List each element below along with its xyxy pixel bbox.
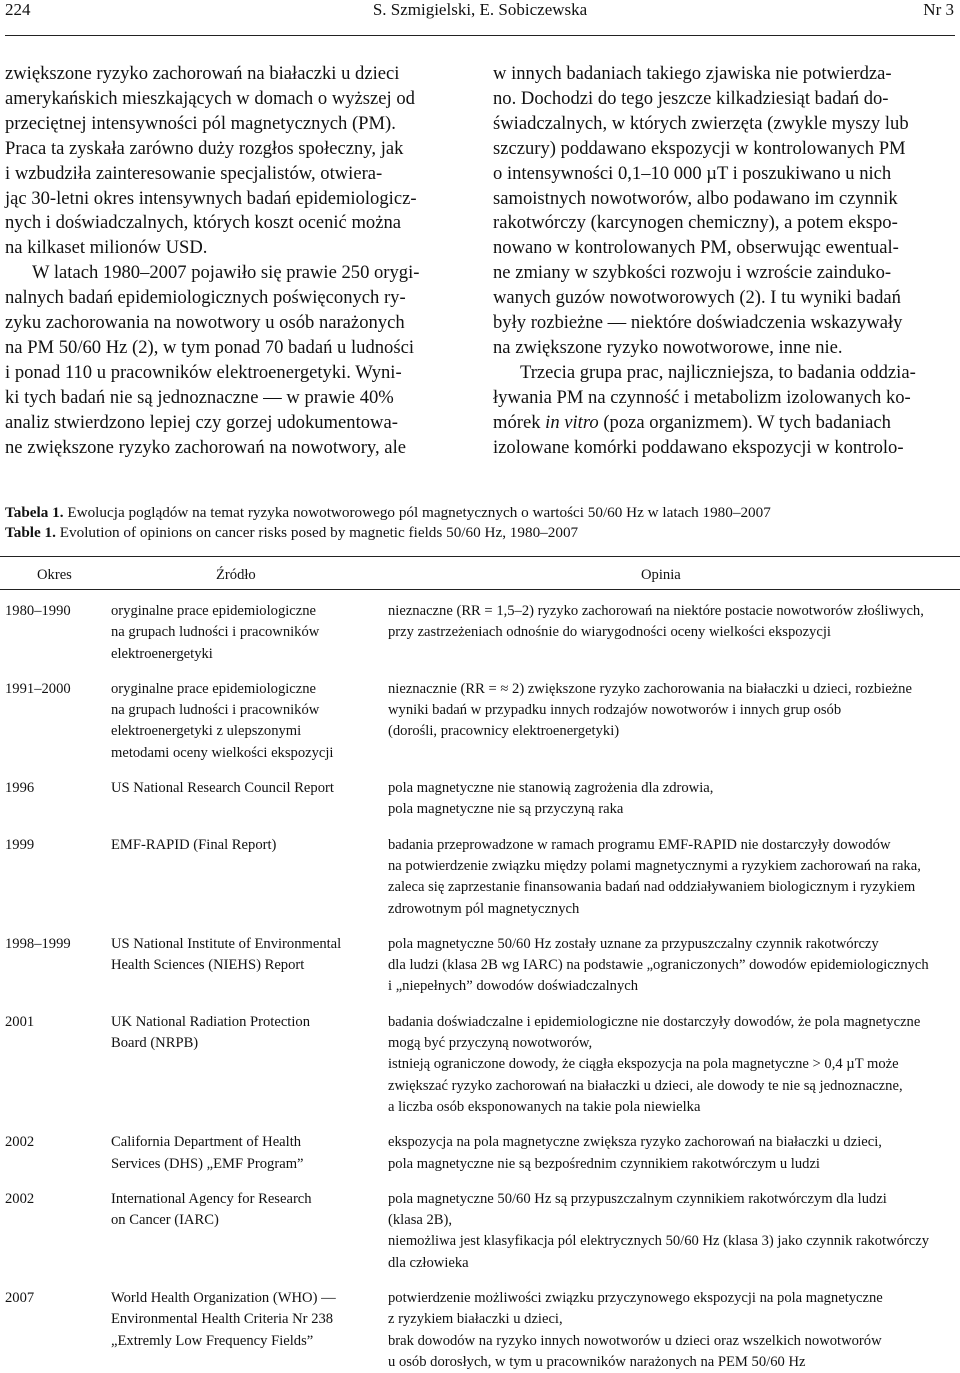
text-line: na zwiększone ryzyko nowotworowe, inne nie. (493, 336, 843, 358)
cell-line: na grupach ludności i pracowników (111, 624, 320, 641)
text-line: nych i doświadczalnych, których koszt ocenić można (5, 212, 402, 234)
paragraph (493, 62, 956, 361)
text-line: w innych badaniach takiego zjawiska nie potwierdza- (493, 63, 892, 84)
cell-line: UK National Radiation Protection (111, 1013, 311, 1030)
cell-line: oryginalne prace epidemiologiczne (111, 680, 317, 697)
cell-okres: 1996 (5, 780, 35, 797)
cell-okres: 1980–1990 (5, 603, 71, 619)
table-row (0, 1288, 960, 1373)
row-spacer (0, 998, 960, 1012)
cell-line: pola magnetyczne nie stanowią zagrożenia dla zdrowia, (388, 780, 714, 797)
cell-opinia (386, 679, 960, 764)
cell-line: pola magnetyczne nie są przyczyną raka (388, 801, 624, 818)
cell-line: mogą być przyczyną nowotworów, (388, 1035, 593, 1052)
text-line: o intensywności 0,1–10 000 µT i poszukiwano u nich (493, 162, 892, 184)
cell-okres: 2002 (5, 1134, 35, 1151)
cell-line: Environmental Health Criteria Nr 238 (111, 1311, 334, 1328)
cell-opinia (386, 1012, 960, 1118)
cell-line: istnieją ograniczone dowody, że ciągła ekspozycja na pola magnetyczne > 0,4 µT może (388, 1056, 899, 1073)
cell-line: World Health Organization (WHO) — (111, 1290, 336, 1307)
cell-line: elektroenergetyki z ulepszonymi (111, 723, 302, 740)
cell-line: Board (NRPB) (111, 1035, 199, 1052)
cell-line: przy zastrzeżeniach odnośnie do wiarygodności oceny wielkości ekspozycji (388, 624, 831, 641)
cell-line: (dorośli, pracownicy elektroenergetyki) (388, 723, 620, 740)
text-line: przeciętnej intensywności pól magnetycznych (PM). (5, 112, 396, 134)
text-line: były rozbieżne — niektóre doświadczenia wskazywały (493, 312, 903, 334)
cell-line: „Extremly Low Frequency Fields” (111, 1332, 314, 1349)
text-line: i ponad 110 u pracowników elektroenergetyki. Wyni- (5, 361, 402, 383)
cell-line: na grupach ludności i pracowników (111, 702, 320, 719)
cell-line: International Agency for Research (111, 1190, 312, 1207)
cell-line: oryginalne prace epidemiologiczne (111, 603, 317, 619)
cell-line: z ryzykiem białaczki u dzieci, (388, 1311, 563, 1328)
cell-opinia (386, 835, 960, 920)
paragraph (493, 361, 956, 461)
cell-zrodlo (108, 1132, 386, 1175)
row-spacer (0, 1175, 960, 1189)
text-line: świadczalnych, w których zwierzęta (zwykle myszy lub (493, 112, 909, 134)
text-line: rakotwórczy (karcynogen chemiczny), a potem ekspo- (493, 212, 898, 234)
text-line: nowano w kontrolowanych PM, obserwując ewentual- (493, 237, 899, 259)
text-line: na kilkaset milionów USD. (5, 237, 208, 259)
text-line: i wzbudziła zainteresowanie specjalistów, otwiera- (5, 162, 383, 184)
cell-opinia (386, 1132, 960, 1175)
text-line: szczury) poddawano ekspozycji w kontrolowanych PM (493, 137, 906, 159)
cell-zrodlo (108, 679, 386, 764)
text-run: mórek (493, 411, 546, 433)
text-line: izolowane komórki poddawano ekspozycji w kontrolo- (493, 436, 904, 458)
cell-line: dla człowieka (388, 1254, 469, 1271)
cell-zrodlo (108, 601, 386, 665)
text-run: (poza organizmem). W tych badaniach (598, 411, 891, 433)
cell-line: i „niepełnych” dowodów doświadczalnych (388, 978, 639, 995)
text-line: no. Dochodzi do tego jeszcze kilkadziesiąt badań do- (493, 87, 889, 109)
cell-okres: 1998–1999 (5, 935, 71, 952)
table-row (0, 679, 960, 764)
cell-opinia (386, 1189, 960, 1274)
cell-opinia (386, 1288, 960, 1373)
text-line: nalnych badań epidemiologicznych poświęconych ry- (5, 287, 406, 309)
header-opinia: Opinia (641, 567, 681, 583)
caption-text: Evolution of opinions on cancer risks posed by magnetic fields 50/60 Hz, 1980–2007 (55, 524, 579, 541)
page-number: 224 (5, 0, 31, 19)
table-header-row (0, 565, 960, 587)
running-header (0, 0, 960, 22)
cell-line: zdrowotnym pól magnetycznych (388, 900, 580, 917)
cell-opinia (386, 778, 960, 821)
cell-line: niemożliwa jest klasyfikacja pól elektrycznych 50/60 Hz (klasa 3) jako czynnik rakotwórczy (388, 1233, 929, 1250)
text-line: zwiększone ryzyko zachorowań na białaczki u dzieci (5, 63, 400, 84)
text-line: na PM 50/60 Hz (2), w tym ponad 70 badań u ludności (5, 336, 415, 358)
cell-opinia (386, 601, 960, 665)
evolution-table (0, 565, 960, 1373)
cell-line: Health Sciences (NIEHS) Report (111, 957, 305, 974)
cell-line: nieznaczne (RR = 1,5–2) ryzyko zachorowań na niektóre postacie nowotworów złośliwych, (388, 603, 924, 619)
text-line: ne zmiany w szybkości rozwoju i wzroście zainduko- (493, 262, 892, 284)
cell-line: (klasa 2B), (388, 1212, 453, 1229)
caption-label: Tabela 1. (5, 504, 64, 521)
cell-okres: 2001 (5, 1013, 35, 1030)
text-line: ki tych badań nie są jednoznaczne — w prawie 40% (5, 386, 394, 408)
row-spacer (0, 587, 960, 601)
caption-pl (5, 503, 955, 523)
text-line: ne zwiększone ryzyko zachorowań na nowotwory, ale (5, 436, 406, 458)
cell-line: on Cancer (IARC) (111, 1212, 219, 1229)
cell-zrodlo (108, 835, 386, 920)
cell-line: na potwierdzenie związku między polami magnetycznymi a ryzykiem zachorowań na raka, (388, 857, 921, 874)
cell-zrodlo (108, 1012, 386, 1118)
caption-label: Table 1. (5, 524, 56, 541)
cell-line: wyniki badań w przypadku innych rodzajów nowotworów i innych grup osób (388, 702, 842, 719)
cell-line: zwiększać ryzyko zachorowań na białaczki u dzieci, ale dowody te nie są jednoznaczne, (388, 1077, 903, 1094)
text-line: samoistnych nowotworów, albo podawano im czynnik (493, 187, 898, 209)
table-row (0, 778, 960, 821)
header-okres: Okres (37, 567, 72, 583)
paragraph (5, 62, 467, 261)
text-line: jąc 30-letni okres intensywnych badań epidemiologicz- (5, 187, 417, 209)
cell-line: u osób dorosłych, w tym u pracowników narażonych na PEM 50/60 Hz (388, 1353, 806, 1370)
row-spacer (0, 665, 960, 679)
cell-line: dla ludzi (klasa 2B wg IARC) na podstawie „ograniczonych” dowodów epidemiologicznych (388, 957, 929, 974)
cell-line: zaleca się zaprzestanie finansowania badań nad oddziaływaniem biologicznym i ryzykiem (388, 879, 916, 896)
header-authors: S. Szmigielski, E. Sobiczewska (372, 0, 588, 19)
text-line: Praca ta zyskała zarówno duży rozgłos społeczny, jak (5, 137, 404, 159)
cell-line: ekspozycja na pola magnetyczne zwiększa ryzyko zachorowań na białaczki u dzieci, (388, 1134, 882, 1151)
cell-zrodlo (108, 1288, 386, 1373)
cell-line: Services (DHS) „EMF Program” (111, 1155, 304, 1172)
cell-line: EMF-RAPID (Final Report) (111, 836, 277, 853)
paragraph (5, 261, 467, 460)
text-line (493, 411, 956, 436)
header-zrodlo: Źródło (216, 567, 256, 583)
row-spacer (0, 1274, 960, 1288)
text-line: zyku zachorowania na nowotwory u osób narażonych (5, 312, 405, 334)
table-row (0, 601, 960, 665)
table-caption (5, 503, 955, 543)
cell-line: brak dowodów na ryzyko innych nowotworów u dzieci oraz wszelkich nowotworów (388, 1332, 882, 1349)
italic-term: in vitro (545, 411, 599, 433)
cell-line: California Department of Health (111, 1134, 302, 1151)
cell-zrodlo (108, 934, 386, 998)
cell-okres: 1991–2000 (5, 680, 71, 697)
table-top-rule (0, 556, 960, 557)
text-line: ływania PM na czynność i metabolizm izolowanych ko- (493, 386, 911, 408)
cell-line: badania przeprowadzone w ramach programu EMF-RAPID nie dostarczyły dowodów (388, 836, 891, 853)
cell-line: metodami oceny wielkości ekspozycji (111, 744, 334, 761)
cell-okres: 2007 (5, 1290, 35, 1307)
cell-line: US National Research Council Report (111, 780, 334, 797)
cell-line: a liczba osób eksponowanych na takie pola niewielka (388, 1098, 701, 1115)
cell-line: pola magnetyczne 50/60 Hz są przypuszczalnym czynnikiem rakotwórczym dla ludzi (388, 1190, 887, 1207)
cell-line: badania doświadczalne i epidemiologiczne nie dostarczyły dowodów, że pola magnetyczne (388, 1013, 921, 1030)
cell-line: pola magnetyczne nie są bezpośrednim czynnikiem rakotwórczym u ludzi (388, 1155, 820, 1172)
caption-text: Ewolucja poglądów na temat ryzyka nowotworowego pól magnetycznych o wartości 50/60 Hz w latach 1980–2007 (63, 504, 771, 521)
left-text-column (5, 62, 467, 461)
text-line: amerykańskich mieszkających w domach o wyższej od (5, 87, 415, 109)
cell-opinia (386, 934, 960, 998)
table-row (0, 934, 960, 998)
text-line: Trzecia grupa prac, najliczniejsza, to badania oddzia- (520, 361, 916, 383)
row-spacer (0, 1118, 960, 1132)
cell-okres: 2002 (5, 1190, 35, 1207)
issue-number: Nr 3 (923, 0, 954, 19)
cell-line: potwierdzenie możliwości związku przyczynowego ekspozycji na pola magnetyczne (388, 1290, 883, 1307)
cell-zrodlo (108, 1189, 386, 1274)
cell-line: elektroenergetyki (111, 645, 213, 662)
row-spacer (0, 764, 960, 778)
right-text-column (493, 62, 956, 461)
table-row (0, 835, 960, 920)
table-body (0, 587, 960, 1373)
cell-line: pola magnetyczne 50/60 Hz zostały uznane za przypuszczalny czynnik rakotwórczy (388, 935, 879, 952)
table-row (0, 1132, 960, 1175)
table-row (0, 1189, 960, 1274)
table-row (0, 1012, 960, 1118)
cell-line: nieznacznie (RR = ≈ 2) zwiększone ryzyko zachorowania na białaczki u dzieci, rozbieżne (388, 680, 912, 697)
cell-zrodlo (108, 778, 386, 821)
text-line: analiz stwierdzono lepiej czy gorzej udokumentowa- (5, 411, 398, 433)
text-line: wanych guzów nowotworowych (2). I tu wyniki badań (493, 287, 901, 309)
row-spacer (0, 821, 960, 835)
cell-okres: 1999 (5, 836, 35, 853)
text-line: W latach 1980–2007 pojawiło się prawie 250 orygi- (32, 262, 420, 284)
caption-en (5, 523, 955, 543)
cell-line: US National Institute of Environmental (111, 935, 342, 952)
header-rule (5, 35, 955, 36)
row-spacer (0, 920, 960, 934)
